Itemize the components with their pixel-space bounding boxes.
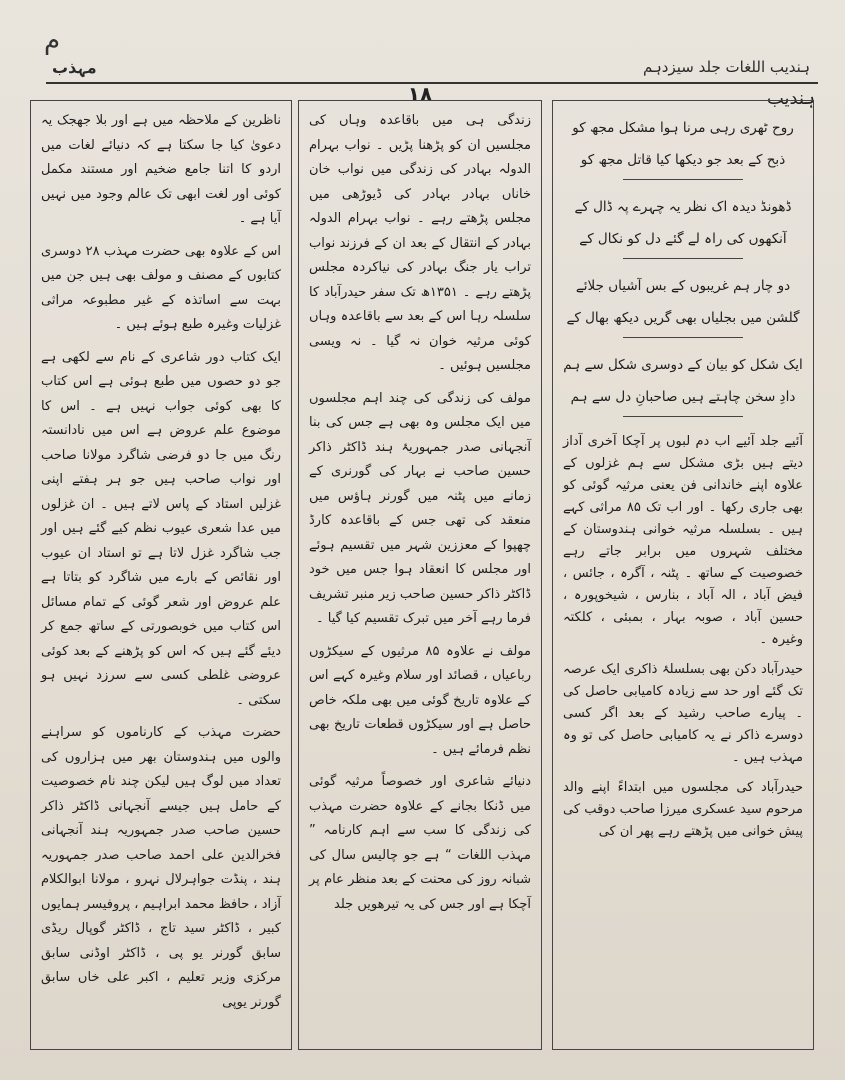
paragraph: دنیائے شاعری اور خصوصاً مرثیہ گوئی میں ڈنکا بجانے کے علاوہ حضرت مہذب کی زندگی کا سب سے اہم کارنامہ ” مہذب اللغات “ ہے جو چالیس سال کی شبانہ روز کی محنت کے بعد منظر عام پر آچکا ہے اور جس کی یہ تیرھویں جلد xyxy=(309,774,531,912)
divider xyxy=(623,258,743,259)
paragraph: آئیے جلد آئیے اب دم لبوں پر آچکا آخری آداز دیتے ہیں بڑی مشکل سے ہم غزلوں کے علاوہ اپنے خاندانی فن یعنی مرثیہ گوئی کو بھی جاری رکھا ۔ اور اب تک ۸۵ مراثی کہے ہیں ۔ بسلسلہ مرثیہ خوانی ہندوستان کے مختلف شہروں میں برابر جاتے رہے خصوصیت کے ساتھ ۔ پٹنہ ، آگرہ ، جائس ، فیض آباد ، الہ آباد ، بنارس ، شیخوپورہ ، حسین آباد ، صوبہ بہار ، بمبئی ، کلکتہ وغیرہ ۔ xyxy=(563,434,803,647)
couplet-line: ذبح کے بعد جو دیکھا کیا قاتل مجھ کو xyxy=(580,152,786,168)
couplet xyxy=(563,352,803,410)
paragraph: اس کے علاوہ بھی حضرت مہذب ۲۸ دوسری کتابوں کے مصنف و مولف بھی ہیں جن میں بہت سے اساتذہ کے غیر مطبوعہ مراثی غزلیات وغیرہ طبع ہوئے ہیں ۔ xyxy=(41,243,281,332)
couplet xyxy=(563,194,803,252)
paragraph: مولف کی زندگی کی چند اہم مجلسوں میں ایک مجلس وہ بھی ہے جس کی بنا آنجہانی صدر جمہوریۂ ہند ڈاکٹر ذاکر حسین صاحب نے بہار کی گورنری کے زمانے میں پٹنہ میں گورنر ہاؤس میں منعقد کی تھی جس کے باقاعدہ کارڈ چھپوا کے معززین شہر میں تقسیم ہوئے اور مجلس کا انعقاد ہوا جس میں خود ڈاکٹر ذاکر حسین صاحب زیر منبر تشریف فرما رہے آخر میں تبرک تقسیم کیا گیا ۔ xyxy=(308,390,531,626)
divider xyxy=(623,416,743,417)
paragraph: حیدرآباد کی مجلسوں میں ابتداءً اپنے والد مرحوم سید عسکری میرزا صاحب دوقب کی پیش خوانی میں پڑھتے رہے پھر ان کی xyxy=(563,780,803,839)
couplet xyxy=(563,115,803,173)
section-mark: ہندیب xyxy=(766,88,815,109)
text-column-middle xyxy=(298,100,542,1050)
page-header xyxy=(48,58,818,82)
page-number: ۱۸ xyxy=(407,82,433,106)
couplet-line: دو چار ہم غریبوں کے بس آشیاں جلائے xyxy=(575,278,791,294)
divider xyxy=(623,337,743,338)
paragraph: ناظرین کے ملاحظہ میں ہے اور بلا جھجک یہ دعویٰ کیا جا سکتا ہے کہ دنیائے لغات میں اردو کا اتنا جامع ضخیم اور مستند مکمل کوئی اور لغت ابھی تک عالم وجود میں نہیں آیا ہے ۔ xyxy=(41,113,281,226)
couplet-line: گلشن میں بجلیاں بھی گریں دیکھ بھال کے xyxy=(566,310,800,326)
text-column-left xyxy=(30,100,292,1050)
paragraph: حضرت مہذب کے کارناموں کو سراہنے والوں میں ہندوستان بھر میں ہزاروں کی تعداد میں لوگ ہیں لیکن چند نام خصوصیت کے حامل ہیں جیسے آنجہانی ڈاکٹر ذاکر حسین صاحب صدر جمہوریہ ہند آنجہانی فخرالدین علی احمد صاحب صدر جمہوریہ ہند ، پنڈت جواہرلال نہرو ، مولانا ابوالکلام آزاد ، حافظ محمد ابراہیم ، پروفیسر ہمایوں کبیر ، ڈاکٹر سید تاج ، ڈاکٹر گوپال ریڈی سابق گورنر یو پی ، ڈاکٹر اوڈنی سابق مرکزی وزیر تعلیم ، اکبر علی خاں سابق گورنر یوپی xyxy=(40,725,281,1010)
divider xyxy=(623,179,743,180)
text-column-right xyxy=(552,100,814,1050)
running-head: ہندیب اللغات جلد سیزدہم xyxy=(643,58,810,76)
top-corner-mark: م xyxy=(44,26,61,56)
couplet xyxy=(563,273,803,331)
paragraph: زندگی ہی میں باقاعدہ وہاں کی مجلسیں ان کو پڑھنا پڑیں ۔ نواب بہرام الدولہ بہادر کی زندگی میں نواب خان خاناں بہادر بہادر کی ڈیوڑھی میں مجلس پڑھتے رہے ۔ نواب بہرام الدولہ بہادر کے انتقال کے بعد ان کے فرزند نواب تراب یار جنگ بہادر کی نیاکردہ مجلس پڑھتے رہے ۔ ۱۳۵۱ھ تک سفر حیدرآباد کا سلسلہ رہا اس کے بعد سے باقاعدہ وہاں کوئی مرثیہ خوان نہ گیا ۔ نہ ویسی مجلسیں ہوئیں ۔ xyxy=(309,113,531,373)
couplet-line: ڈھونڈ دیدہ اک نظر یہ چہرے پہ ڈال کے xyxy=(574,199,792,215)
paragraph: حیدرآباد دکن بھی بسلسلۂ ذاکری ایک عرصہ تک گئے اور حد سے زیادہ کامیابی حاصل کی ۔ پیارے صاحب رشید کے بعد اگر کسی دوسرے ذاکر نے یہ کامیابی حاصل کی تو وہ مہذب ہیں ۔ xyxy=(563,662,803,765)
paragraph: مولف نے علاوہ ۸۵ مرثیوں کے سیکڑوں رباعیاں ، قصائد اور سلام وغیرہ کہے اس کے علاوہ تاریخ گوئی میں بھی ملکہ خاص حاصل ہے اور سیکڑوں قطعات تاریخ بھی نظم فرمائے ہیں ۔ xyxy=(309,643,531,757)
journal-name: مہذب xyxy=(52,58,97,77)
paragraph: ایک کتاب دور شاعری کے نام سے لکھی ہے جو دو حصوں میں طبع ہوئی ہے اس کتاب کا بھی کوئی جواب نہیں ہے ۔ اس کا موضوع علم عروض ہے اس میں نادانستہ رنگ میں جا دو فرضی شاگرد مولانا صاحب اور نواب صاحب ہیں جو ہر ہفتے اپنی غزلیں استاد کے پاس لاتے ہیں ۔ ان غزلوں میں عدا شعری عیوب نظم کیے گئے ہیں اور جب شاگرد غزل لاتا ہے تو استاد ان عیوب اور نقائص کے بارے میں شاگرد کو بتاتا ہے علم عروض اور شعر گوئی کے تمام مسائل اس کتاب میں خوبصورتی کے ساتھ جمع کر دیئے گئے ہیں کہ اس کو پڑھنے کے بعد کوئی عروضی غلطی کسی سے سرزد نہیں ہو سکتی ۔ xyxy=(41,349,281,708)
couplet-line: ایک شکل کو بیان کے دوسری شکل سے ہم xyxy=(563,357,803,373)
couplet-line: دادِ سخن چاہتے ہیں صاحبانِ دل سے ہم xyxy=(570,389,796,405)
couplet-line: آنکھوں کی راہ لے گئے دل کو نکال کے xyxy=(579,231,787,247)
couplet-line: روح ٹھری رہی مرنا ہوا مشکل مجھ کو xyxy=(572,120,794,136)
